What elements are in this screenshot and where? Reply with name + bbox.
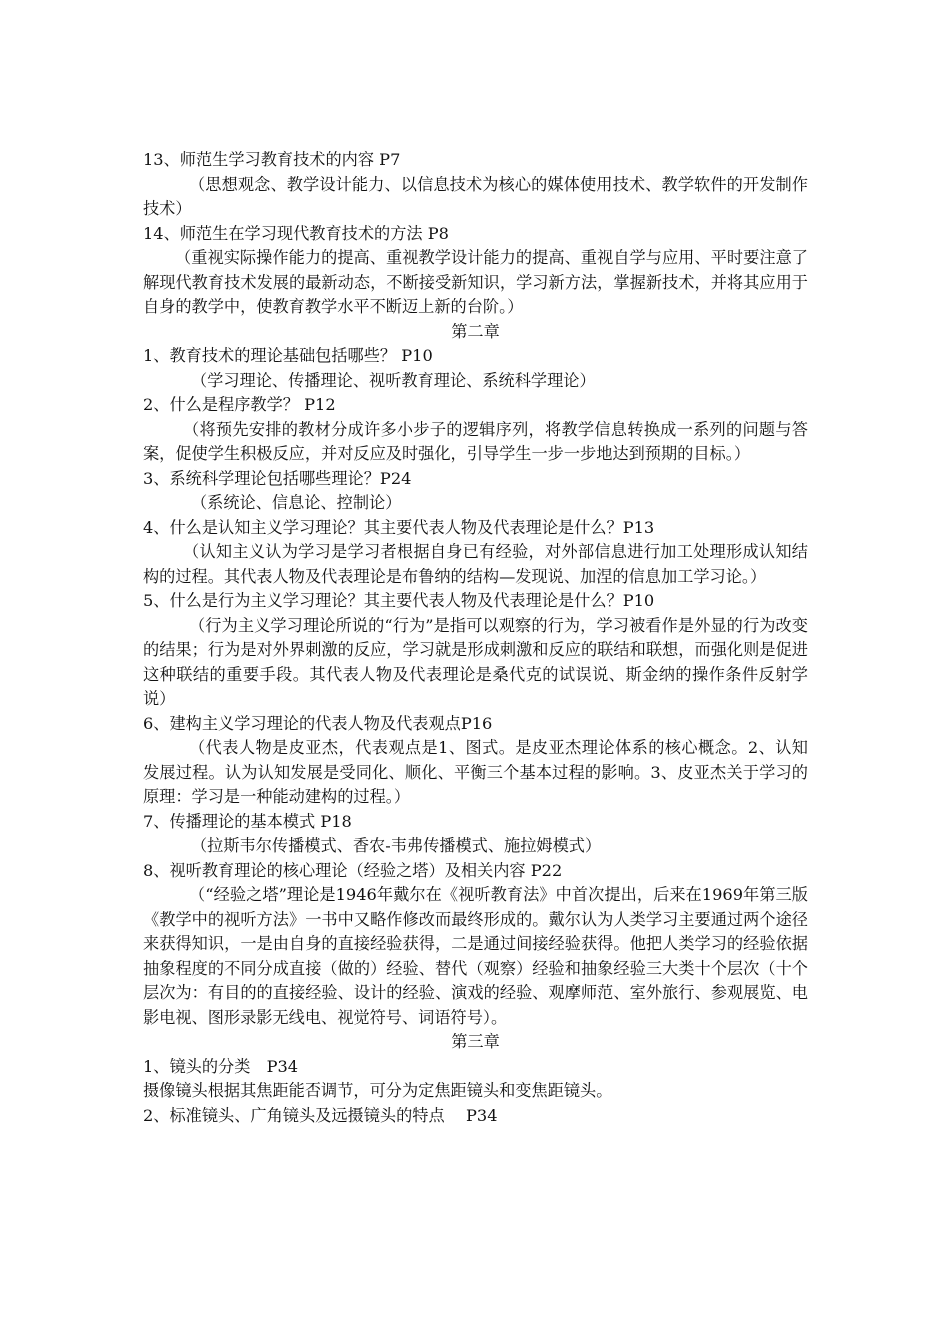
chapter-heading: 第二章 <box>451 321 500 341</box>
chapter-heading: 第三章 <box>451 1032 500 1051</box>
answer-paragraph: （“经验之塔”理论是1946年戴尔在《视听教育法》中首次提出，后来在1969年第三版《教学中的视听方法》一书中又略作修改而最终形成的。戴尔认为人类学习主要通过两个途径来获得知识，一是由自身的直接经验获得，二是通过间接经验获得。他把人类学习的经验依据抽象程度的不同分成直接（做的）经验、替代（观察）经验和抽象经验三大类十个层次（十个层次为：有目的的直接经验、设计的经验、演戏的经验、观摩师范、室外旅行、参观展览、电影电视、图形录影无线电、视觉符号、词语符号）。 <box>143 885 808 1027</box>
question-heading: 5、什么是行为主义学习理论？其主要代表人物及代表理论是什么？P10 <box>143 591 655 610</box>
question-heading: 1、教育技术的理论基础包括哪些？ P10 <box>143 346 433 365</box>
answer-paragraph: （系统论、信息论、控制论） <box>191 493 402 512</box>
question-heading: 3、系统科学理论包括哪些理论？P24 <box>143 468 412 488</box>
document-page <box>143 148 808 1128</box>
answer-paragraph: （重视实际操作能力的提高、重视教学设计能力的提高、重视自学与应用、平时要注意了解现代教育技术发展的最新动态，不断接受新知识，学习新方法，掌握新技术，并将其应用于自身的教学中，使教育教学水平不断迈上新的台阶。） <box>143 248 808 316</box>
answer-paragraph: （将预先安排的教材分成许多小步子的逻辑序列，将教学信息转换成一系列的问题与答案，促使学生积极反应，并对反应及时强化，引导学生一步一步地达到预期的目标。） <box>143 419 808 463</box>
answer-paragraph: （认知主义认为学习是学习者根据自身已有经验，对外部信息进行加工处理形成认知结构的过程。其代表人物及代表理论是布鲁纳的结构—发现说、加涅的信息加工学习论。） <box>143 542 808 586</box>
answer-paragraph: （拉斯韦尔传播模式、香农-韦弗传播模式、施拉姆模式） <box>191 836 602 855</box>
question-heading: 4、什么是认知主义学习理论？其主要代表人物及代表理论是什么？P13 <box>143 517 655 537</box>
answer-paragraph: （代表人物是皮亚杰，代表观点是1、图式。是皮亚杰理论体系的核心概念。2、认知发展过程。认为认知发展是受同化、顺化、平衡三个基本过程的影响。3、皮亚杰关于学习的原理：学习是一种能动建构的过程。） <box>143 738 808 806</box>
answer-paragraph: （学习理论、传播理论、视听教育理论、系统科学理论） <box>191 370 596 390</box>
question-heading: 1、镜头的分类 P34 <box>143 1056 299 1076</box>
question-heading: 6、建构主义学习理论的代表人物及代表观点P16 <box>143 713 493 733</box>
answer-paragraph: 摄像镜头根据其焦距能否调节，可分为定焦距镜头和变焦距镜头。 <box>143 1081 613 1100</box>
question-heading: 14、师范生在学习现代教育技术的方法 P8 <box>143 223 449 243</box>
question-heading: 8、视听教育理论的核心理论（经验之塔）及相关内容 P22 <box>143 860 563 880</box>
answer-paragraph: （行为主义学习理论所说的“行为”是指可以观察的行为，学习被看作是外显的行为改变的结果；行为是对外界刺激的反应，学习就是形成刺激和反应的联结和联想，而强化则是促进这种联结的重要手段。其代表人物及代表理论是桑代克的试误说、斯金纳的操作条件反射学说） <box>143 615 808 708</box>
question-heading: 2、什么是程序教学？ P12 <box>143 395 336 414</box>
question-heading: 13、师范生学习教育技术的内容 P7 <box>143 150 401 169</box>
question-heading: 2、标准镜头、广角镜头及远摄镜头的特点 P34 <box>143 1105 498 1125</box>
answer-paragraph: （思想观念、教学设计能力、以信息技术为核心的媒体使用技术、教学软件的开发制作技术） <box>143 174 808 218</box>
question-heading: 7、传播理论的基本模式 P18 <box>143 811 352 831</box>
